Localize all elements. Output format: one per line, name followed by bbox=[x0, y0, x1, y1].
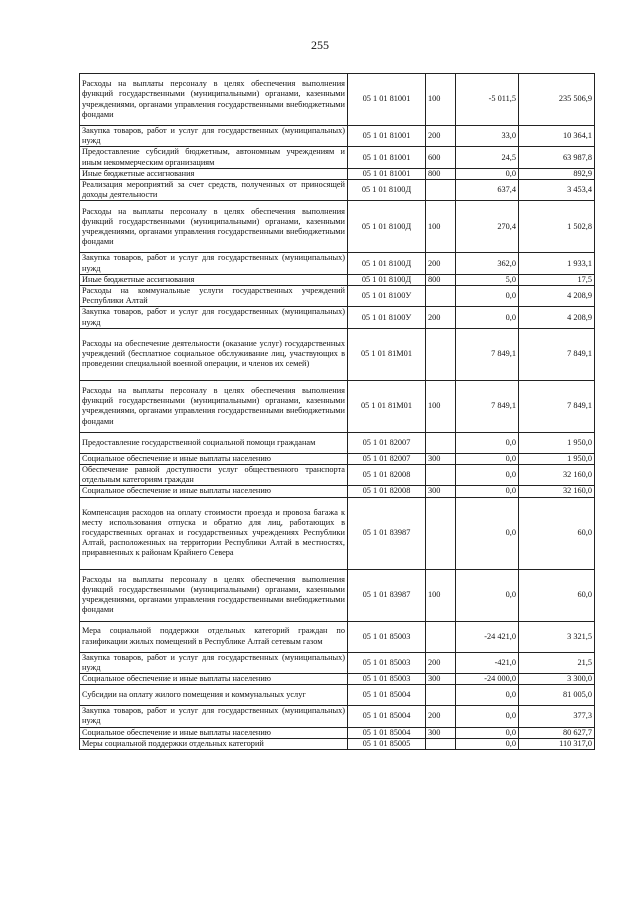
row-code-cell: 05 1 01 85003 bbox=[348, 621, 426, 652]
row-total-cell: 1 933,1 bbox=[519, 253, 595, 274]
table-row bbox=[80, 652, 595, 673]
row-total-cell: 3 300,0 bbox=[519, 674, 595, 685]
row-vr-cell bbox=[426, 738, 456, 749]
row-vr-cell bbox=[426, 685, 456, 706]
row-total-cell: 377,3 bbox=[519, 706, 595, 727]
row-vr-cell: 300 bbox=[426, 453, 456, 464]
row-change-cell: 33,0 bbox=[456, 126, 519, 147]
row-vr-cell: 100 bbox=[426, 201, 456, 253]
table-row bbox=[80, 465, 595, 486]
table-row bbox=[80, 168, 595, 179]
row-code-cell: 05 1 01 82008 bbox=[348, 486, 426, 497]
row-code-cell: 05 1 01 81001 bbox=[348, 147, 426, 168]
row-code-cell: 05 1 01 81001 bbox=[348, 168, 426, 179]
row-change-cell: 0,0 bbox=[456, 486, 519, 497]
row-total-cell: 21,5 bbox=[519, 652, 595, 673]
row-total-cell: 32 160,0 bbox=[519, 465, 595, 486]
row-total-cell: 60,0 bbox=[519, 569, 595, 621]
row-code-cell: 05 1 01 8100У bbox=[348, 307, 426, 328]
row-code-cell: 05 1 01 85004 bbox=[348, 706, 426, 727]
row-total-cell: 110 317,0 bbox=[519, 738, 595, 749]
table-row bbox=[80, 486, 595, 497]
row-total-cell: 3 321,5 bbox=[519, 621, 595, 652]
row-code-cell: 05 1 01 82007 bbox=[348, 453, 426, 464]
row-vr-cell: 800 bbox=[426, 274, 456, 285]
row-name-cell: Расходы на выплаты персоналу в целях обеспечения выполнения функций государственными (муниципальными) органами, казенными учреждениями, органами управления государственными внебюджетными фондами bbox=[80, 201, 348, 253]
row-code-cell: 05 1 01 8100Д bbox=[348, 274, 426, 285]
row-vr-cell: 100 bbox=[426, 74, 456, 126]
row-change-cell: 270,4 bbox=[456, 201, 519, 253]
row-name-cell: Расходы на выплаты персоналу в целях обеспечения выполнения функций государственными (муниципальными) органами, казенными учреждениями, органами управления государственными внебюджетными фондами bbox=[80, 74, 348, 126]
table-row bbox=[80, 380, 595, 432]
row-vr-cell bbox=[426, 621, 456, 652]
table-row bbox=[80, 621, 595, 652]
table-row bbox=[80, 674, 595, 685]
row-change-cell: 5,0 bbox=[456, 274, 519, 285]
row-change-cell: 0,0 bbox=[456, 432, 519, 453]
row-change-cell: 0,0 bbox=[456, 569, 519, 621]
row-name-cell: Социальное обеспечение и иные выплаты населению bbox=[80, 453, 348, 464]
row-vr-cell bbox=[426, 432, 456, 453]
row-name-cell: Социальное обеспечение и иные выплаты населению bbox=[80, 674, 348, 685]
row-name-cell: Предоставление государственной социальной помощи гражданам bbox=[80, 432, 348, 453]
row-change-cell: 362,0 bbox=[456, 253, 519, 274]
table-row bbox=[80, 180, 595, 201]
row-total-cell: 17,5 bbox=[519, 274, 595, 285]
row-name-cell: Реализация мероприятий за счет средств, полученных от приносящей доходы деятельности bbox=[80, 180, 348, 201]
table-row bbox=[80, 201, 595, 253]
row-code-cell: 05 1 01 81001 bbox=[348, 126, 426, 147]
row-code-cell: 05 1 01 8100Д bbox=[348, 180, 426, 201]
table-row bbox=[80, 328, 595, 380]
table-row bbox=[80, 497, 595, 569]
row-code-cell: 05 1 01 82007 bbox=[348, 432, 426, 453]
row-vr-cell: 800 bbox=[426, 168, 456, 179]
row-total-cell: 63 987,8 bbox=[519, 147, 595, 168]
row-name-cell: Иные бюджетные ассигнования bbox=[80, 274, 348, 285]
row-name-cell: Социальное обеспечение и иные выплаты населению bbox=[80, 486, 348, 497]
row-vr-cell: 200 bbox=[426, 253, 456, 274]
row-total-cell: 60,0 bbox=[519, 497, 595, 569]
row-code-cell: 05 1 01 85004 bbox=[348, 685, 426, 706]
row-change-cell: 0,0 bbox=[456, 286, 519, 307]
row-change-cell: 0,0 bbox=[456, 497, 519, 569]
row-vr-cell: 100 bbox=[426, 380, 456, 432]
row-vr-cell bbox=[426, 180, 456, 201]
table-row bbox=[80, 432, 595, 453]
row-name-cell: Мера социальной поддержки отдельных категорий граждан по газификации жилых помещений в Республике Алтай сетевым газом bbox=[80, 621, 348, 652]
row-total-cell: 81 005,0 bbox=[519, 685, 595, 706]
row-vr-cell: 600 bbox=[426, 147, 456, 168]
table-row bbox=[80, 453, 595, 464]
row-name-cell: Социальное обеспечение и иные выплаты населению bbox=[80, 727, 348, 738]
table-row bbox=[80, 727, 595, 738]
row-change-cell: 7 849,1 bbox=[456, 328, 519, 380]
row-name-cell: Иные бюджетные ассигнования bbox=[80, 168, 348, 179]
table-row bbox=[80, 738, 595, 749]
row-code-cell: 05 1 01 8100Д bbox=[348, 201, 426, 253]
row-vr-cell: 200 bbox=[426, 307, 456, 328]
row-vr-cell: 200 bbox=[426, 652, 456, 673]
row-name-cell: Субсидии на оплату жилого помещения и коммунальных услуг bbox=[80, 685, 348, 706]
row-change-cell: 0,0 bbox=[456, 307, 519, 328]
row-code-cell: 05 1 01 85004 bbox=[348, 727, 426, 738]
row-total-cell: 3 453,4 bbox=[519, 180, 595, 201]
row-total-cell: 80 627,7 bbox=[519, 727, 595, 738]
row-change-cell: -24 421,0 bbox=[456, 621, 519, 652]
row-change-cell: -24 000,0 bbox=[456, 674, 519, 685]
row-vr-cell bbox=[426, 497, 456, 569]
table-row bbox=[80, 126, 595, 147]
row-total-cell: 7 849,1 bbox=[519, 380, 595, 432]
table-row bbox=[80, 274, 595, 285]
row-vr-cell: 300 bbox=[426, 727, 456, 738]
row-vr-cell: 200 bbox=[426, 126, 456, 147]
row-vr-cell bbox=[426, 328, 456, 380]
row-code-cell: 05 1 01 8100У bbox=[348, 286, 426, 307]
row-vr-cell bbox=[426, 465, 456, 486]
row-code-cell: 05 1 01 8100Д bbox=[348, 253, 426, 274]
row-name-cell: Обеспечение равной доступности услуг общественного транспорта отдельным категориям граждан bbox=[80, 465, 348, 486]
row-code-cell: 05 1 01 82008 bbox=[348, 465, 426, 486]
row-name-cell: Меры социальной поддержки отдельных категорий bbox=[80, 738, 348, 749]
row-name-cell: Предоставление субсидий бюджетным, автономным учреждениям и иным некоммерческим организациям bbox=[80, 147, 348, 168]
row-vr-cell: 300 bbox=[426, 486, 456, 497]
row-vr-cell bbox=[426, 286, 456, 307]
row-code-cell: 05 1 01 81М01 bbox=[348, 380, 426, 432]
table-row bbox=[80, 74, 595, 126]
row-name-cell: Закупка товаров, работ и услуг для государственных (муниципальных) нужд bbox=[80, 126, 348, 147]
table-row bbox=[80, 286, 595, 307]
table-row bbox=[80, 253, 595, 274]
row-vr-cell: 300 bbox=[426, 674, 456, 685]
table-row bbox=[80, 706, 595, 727]
row-name-cell: Расходы на обеспечение деятельности (оказание услуг) государственных учреждений (бесплатное социальное обслуживание лиц, участвующих в проведении специальной военной операции, и членов их семей) bbox=[80, 328, 348, 380]
row-change-cell: -421,0 bbox=[456, 652, 519, 673]
row-change-cell: 637,4 bbox=[456, 180, 519, 201]
row-vr-cell: 100 bbox=[426, 569, 456, 621]
row-total-cell: 7 849,1 bbox=[519, 328, 595, 380]
budget-table-body bbox=[80, 74, 595, 750]
row-change-cell: 0,0 bbox=[456, 727, 519, 738]
row-code-cell: 05 1 01 83987 bbox=[348, 569, 426, 621]
row-change-cell: 24,5 bbox=[456, 147, 519, 168]
row-change-cell: -5 011,5 bbox=[456, 74, 519, 126]
row-total-cell: 10 364,1 bbox=[519, 126, 595, 147]
row-total-cell: 235 506,9 bbox=[519, 74, 595, 126]
row-code-cell: 05 1 01 85003 bbox=[348, 652, 426, 673]
row-total-cell: 892,9 bbox=[519, 168, 595, 179]
row-total-cell: 1 950,0 bbox=[519, 453, 595, 464]
row-name-cell: Расходы на выплаты персоналу в целях обеспечения выполнения функций государственными (муниципальными) органами, казенными учреждениями, органами управления государственными внебюджетными фондами bbox=[80, 569, 348, 621]
row-name-cell: Закупка товаров, работ и услуг для государственных (муниципальных) нужд bbox=[80, 706, 348, 727]
row-change-cell: 0,0 bbox=[456, 465, 519, 486]
row-code-cell: 05 1 01 81001 bbox=[348, 74, 426, 126]
table-row bbox=[80, 685, 595, 706]
row-change-cell: 0,0 bbox=[456, 706, 519, 727]
table-row bbox=[80, 147, 595, 168]
row-name-cell: Расходы на коммунальные услуги государственных учреждений Республики Алтай bbox=[80, 286, 348, 307]
row-change-cell: 0,0 bbox=[456, 738, 519, 749]
table-row bbox=[80, 569, 595, 621]
budget-table bbox=[79, 73, 595, 750]
row-code-cell: 05 1 01 85005 bbox=[348, 738, 426, 749]
row-change-cell: 0,0 bbox=[456, 453, 519, 464]
row-change-cell: 7 849,1 bbox=[456, 380, 519, 432]
table-row bbox=[80, 307, 595, 328]
row-name-cell: Закупка товаров, работ и услуг для государственных (муниципальных) нужд bbox=[80, 652, 348, 673]
row-name-cell: Закупка товаров, работ и услуг для государственных (муниципальных) нужд bbox=[80, 307, 348, 328]
row-total-cell: 32 160,0 bbox=[519, 486, 595, 497]
page-number: 255 bbox=[311, 38, 329, 52]
row-total-cell: 1 502,8 bbox=[519, 201, 595, 253]
row-total-cell: 4 208,9 bbox=[519, 307, 595, 328]
row-total-cell: 1 950,0 bbox=[519, 432, 595, 453]
row-name-cell: Закупка товаров, работ и услуг для государственных (муниципальных) нужд bbox=[80, 253, 348, 274]
row-change-cell: 0,0 bbox=[456, 168, 519, 179]
row-code-cell: 05 1 01 85003 bbox=[348, 674, 426, 685]
row-name-cell: Компенсация расходов на оплату стоимости проезда и провоза багажа к месту использования отпуска и обратно для лиц, работающих в государственных органах и государственных учреждениях Республики Алтай, расположенных на территории Республики Алтай в местностях, приравненных к районам Крайнего Севера bbox=[80, 497, 348, 569]
row-vr-cell: 200 bbox=[426, 706, 456, 727]
row-total-cell: 4 208,9 bbox=[519, 286, 595, 307]
row-change-cell: 0,0 bbox=[456, 685, 519, 706]
row-code-cell: 05 1 01 83987 bbox=[348, 497, 426, 569]
row-code-cell: 05 1 01 81М01 bbox=[348, 328, 426, 380]
row-name-cell: Расходы на выплаты персоналу в целях обеспечения выполнения функций государственными (муниципальными) органами, казенными учреждениями, органами управления государственными внебюджетными фондами bbox=[80, 380, 348, 432]
